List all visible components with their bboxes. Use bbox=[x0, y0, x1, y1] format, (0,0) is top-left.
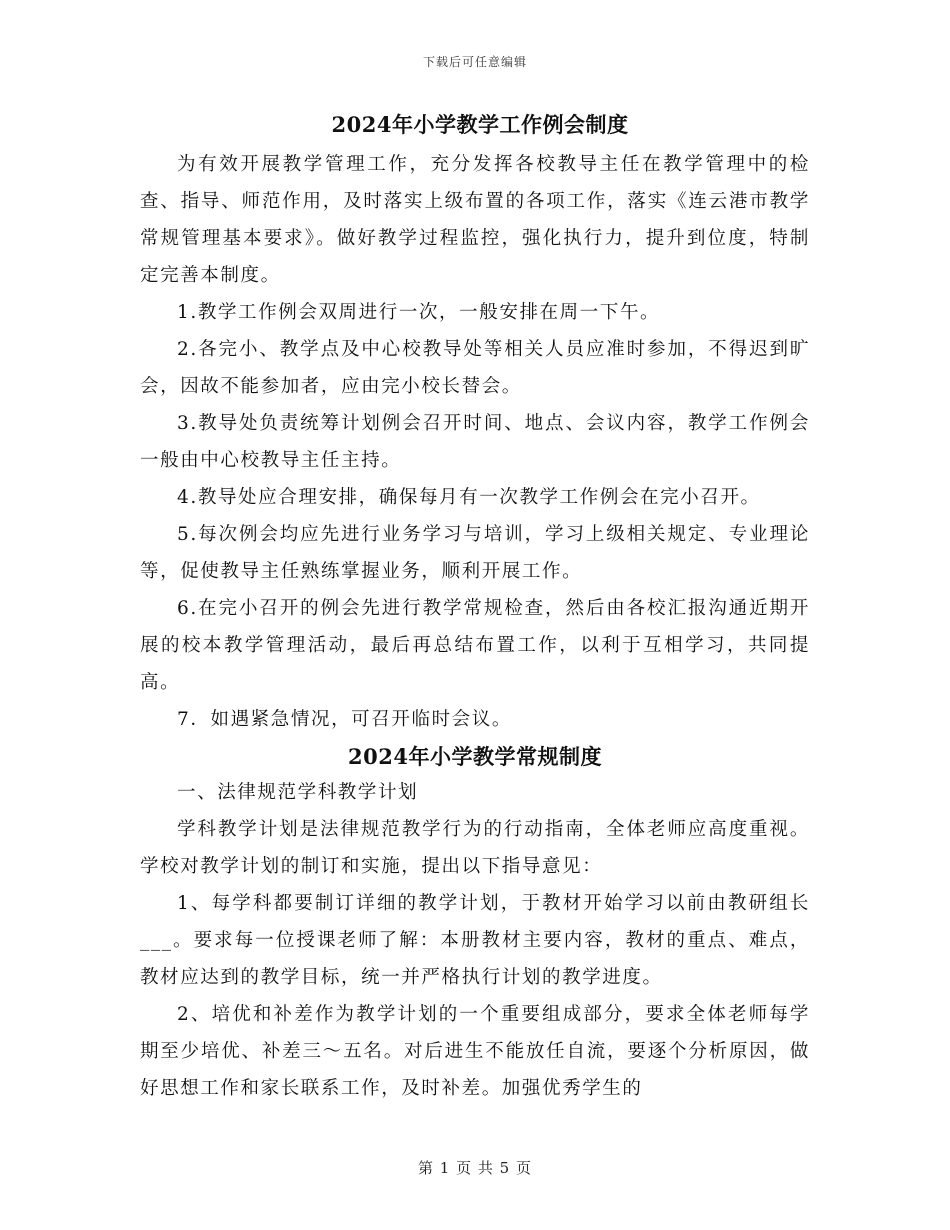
section-2-paragraph: 学科教学计划是法律规范教学行为的行动指南，全体老师应高度重视。学校对教学计划的制订和实施，提出以下指导意见： bbox=[140, 819, 810, 877]
section-1-paragraph: 6.在完小召开的例会先进行教学常规检查，然后由各校汇报沟通近期开展的校本教学管理活动，最后再总结布置工作，以利于互相学习，共同提高。 bbox=[140, 598, 810, 693]
section-1-paragraph: 5.每次例会均应先进行业务学习与培训，学习上级相关规定、专业理论等，促使教导主任熟练掌握业务，顺利开展工作。 bbox=[140, 524, 810, 582]
section-1-paragraph: 7．如遇紧急情况，可召开临时会议。 bbox=[177, 709, 512, 730]
page-number: 第 1 页 共 5 页 bbox=[418, 1159, 532, 1177]
section-1-paragraph: 4.教导处应合理安排，确保每月有一次教学工作例会在完小召开。 bbox=[177, 487, 761, 508]
section-2-paragraph: 1、每学科都要制订详细的教学计划，于教材开始学习以前由教研组长___。要求每一位授课老师了解：本册教材主要内容，教材的重点、难点，教材应达到的教学目标，统一并严格执行计划的教学进度。 bbox=[140, 893, 810, 988]
section-1-paragraph: 3.教导处负责统筹计划例会召开时间、地点、会议内容，教学工作例会一般由中心校教导主任主持。 bbox=[140, 413, 810, 471]
section-2-heading: 一、法律规范学科教学计划 bbox=[177, 782, 419, 803]
section-2-title: 2024年小学教学常规制度 bbox=[348, 744, 602, 769]
section-1-title: 2024年小学教学工作例会制度 bbox=[331, 112, 629, 137]
section-1-paragraph: 1.教学工作例会双周进行一次，一般安排在周一下午。 bbox=[177, 302, 661, 323]
section-2-paragraph: 2、培优和补差作为教学计划的一个重要组成部分，要求全体老师每学期至少培优、补差三～五名。对后进生不能放任自流，要逐个分析原因，做好思想工作和家长联系工作，及时补差。加强优秀学生的 bbox=[140, 1004, 810, 1099]
document-body bbox=[140, 110, 810, 1107]
section-1-paragraph: 为有效开展教学管理工作，充分发挥各校教导主任在教学管理中的检查、指导、师范作用，及时落实上级布置的各项工作，落实《连云港市教学常规管理基本要求》。做好教学过程监控，强化执行力，提升到位度，特制定完善本制度。 bbox=[140, 154, 810, 286]
section-1-paragraph: 2.各完小、教学点及中心校教导处等相关人员应准时参加，不得迟到旷会，因故不能参加者，应由完小校长替会。 bbox=[140, 339, 810, 397]
header-note: 下载后可任意编辑 bbox=[422, 55, 527, 69]
